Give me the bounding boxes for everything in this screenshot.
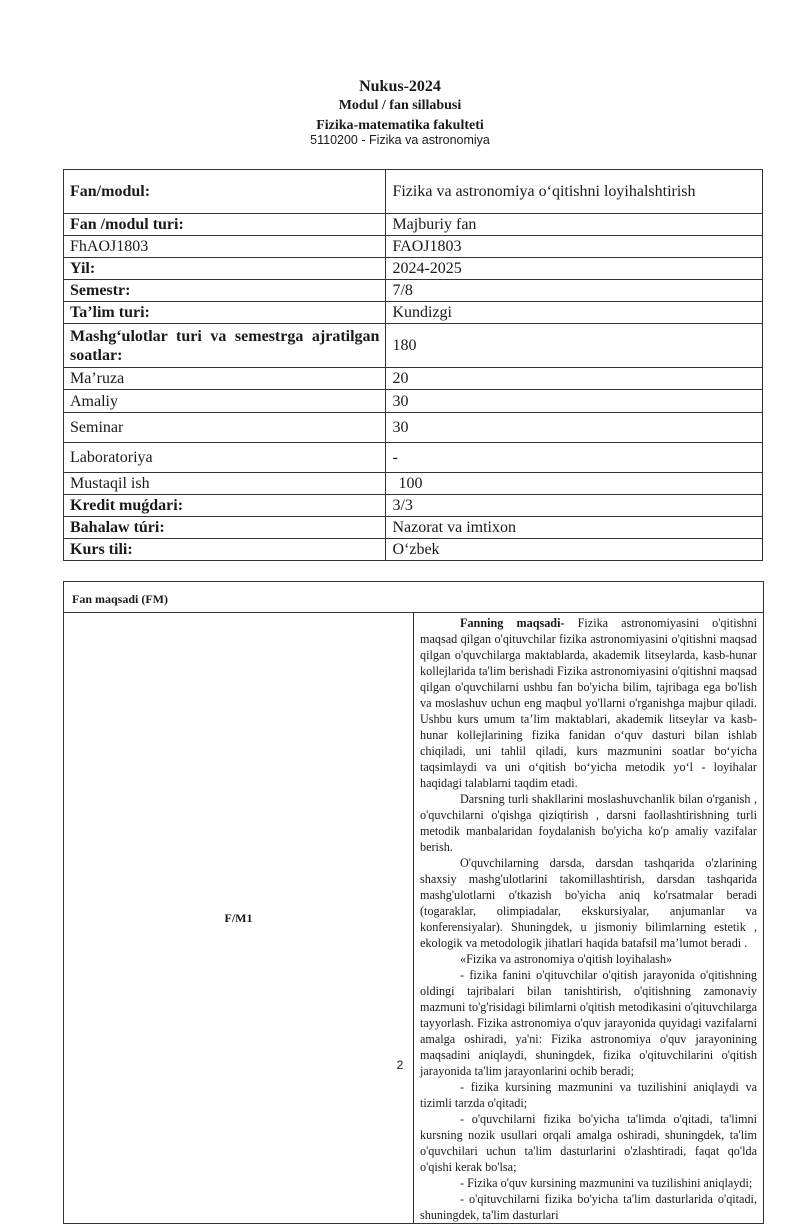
table-row <box>64 368 763 390</box>
til-label: Kurs tili: <box>64 539 386 561</box>
turi-label: Fan /modul turi: <box>64 214 386 236</box>
fm-label: F/M1 <box>64 613 414 1224</box>
table-row <box>64 236 763 258</box>
fan-maqsadi-table <box>63 581 764 1224</box>
lab-value: - <box>386 443 763 473</box>
table-row <box>64 170 763 214</box>
table-row <box>64 582 764 613</box>
fm-body <box>414 613 764 1224</box>
fm-heading: Fan maqsadi (FM) <box>64 582 764 613</box>
fm-paragraph-6: - fizika kursining mazmunini va tuzilishini aniqlaydi va tizimli tarzda o'qitadi; <box>420 1080 757 1110</box>
fan-label: Fan/modul: <box>64 170 386 214</box>
turi-value: Majburiy fan <box>386 214 763 236</box>
table-row <box>64 280 763 302</box>
table-row <box>64 473 763 495</box>
fan-value: Fizika va astronomiya o‘qitishni loyihalshtirish <box>386 170 763 214</box>
course-info-table <box>63 169 763 561</box>
bahalaw-value: Nazorat va imtixon <box>386 517 763 539</box>
semestr-value: 7/8 <box>386 280 763 302</box>
kredit-label: Kredit muǵdari: <box>64 495 386 517</box>
maruza-value: 20 <box>386 368 763 390</box>
page-number: 2 <box>396 1058 404 1072</box>
seminar-value: 30 <box>386 413 763 443</box>
lab-label: Laboratoriya <box>64 443 386 473</box>
soat-label <box>64 324 386 368</box>
table-row <box>64 613 764 1224</box>
amaliy-value: 30 <box>386 390 763 413</box>
table-row <box>64 258 763 280</box>
talim-value: Kundizgi <box>386 302 763 324</box>
mustaqil-value: 100 <box>386 473 763 495</box>
talim-label: Ta’lim turi: <box>64 302 386 324</box>
table-row <box>64 539 763 561</box>
soat-value: 180 <box>386 324 763 368</box>
table-row <box>64 413 763 443</box>
table-row <box>64 495 763 517</box>
table-row <box>64 324 763 368</box>
table-row <box>64 517 763 539</box>
semestr-label: Semestr: <box>64 280 386 302</box>
yil-label: Yil: <box>64 258 386 280</box>
code-value: FAOJ1803 <box>386 236 763 258</box>
table-row <box>64 214 763 236</box>
seminar-label: Seminar <box>64 413 386 443</box>
fm-paragraph-9: - o'qituvchilarni fizika bo'yicha ta'lim dasturlarida o'qitadi, shuningdek, ta'lim dasturlari <box>420 1192 757 1222</box>
fm-paragraph-4: «Fizika va astronomiya o'qitish loyihalash» <box>460 952 673 966</box>
city-year-title: Nukus-2024 <box>359 78 441 95</box>
kredit-value: 3/3 <box>386 495 763 517</box>
fm-paragraph-1-text: Fizika astronomiyasini o'qitishni maqsad qilgan o'qituvchilar fizika astronomiyasini o'qitishni maqsad qilgan o'quvchilarga maktablarda, akademik litseylarda, kasb-hunar kollejlarida ta'lim berishadi Fizika astronomiyasini o'qitishni maqsad qilgan o'quvchilarni ushbu fan bo'yicha bilim, tajribaga ega bo'lish va moslashuv uchun eng maqbul yo'llarni o'rganishga majbur qiladi. Ushbu kurs umum ta’lim maktablari, akademik litseylar va kasb-hunar kollejlarining fizika fanidan o‘quv dasturi bilan ishlab chiqiladi, uni tahlil qiladi, kurs mazmunini soatlar bo‘yicha taqsimlaydi va uni o‘qitish bo‘yicha metodik yo‘l - loyihalar haqidagi talablarni taqdim etadi. <box>420 616 757 790</box>
fm-paragraph-3: O'quvchilarning darsda, darsdan tashqarida o'zlarining shaxsiy mashg'ulotlarini takomillashtirish, darsdan tashqarida mashg'ulotlarni o'tkazish bo'yicha aniq ko'rsatmalar beradi (togaraklar, olimpiadalar, ekskursiyalar, anjumanlar va konferensiyalar). Shuningdek, u jismoniy bilimlarning estetik , ekologik va metodologik jihatlari haqida batafsil ma’lumot beradi . <box>420 856 757 950</box>
mustaqil-label: Mustaqil ish <box>64 473 386 495</box>
fm-paragraph-2: Darsning turli shakllarini moslashuvchanlik bilan o'rganish , o'quvchilarni o'qishga qiziqtirish , darsni faollashtirishning turli metodik manbalaridan foydalanish bo'yicha ko'p amaliy vazifalar berish. <box>420 792 757 854</box>
soat-label-text: Mashg‘ulotlar turi va semestrga ajratilgan soatlar: <box>70 327 380 364</box>
maruza-label: Ma’ruza <box>64 368 386 390</box>
bahalaw-label: Bahalaw túri: <box>64 517 386 539</box>
code-label: FhAOJ1803 <box>64 236 386 258</box>
module-syllabus-title: Modul / fan sillabusi <box>338 98 462 113</box>
yil-value: 2024-2025 <box>386 258 763 280</box>
fm-paragraph-1 <box>420 615 757 791</box>
fm-paragraph-7: - o'quvchilarni fizika bo'yicha ta'limda o'qitadi, ta'limni kursning nozik usullari orqali amalga oshiradi, shuningdek, ta'lim o'quvchilari uchun ta'lim dasturlarini o'zlashtiradi, faqat qo'lda o'qishi kerak bo'lsa; <box>420 1112 757 1174</box>
program-code: 5110200 - Fizika va astronomiya <box>310 133 490 147</box>
table-row <box>64 443 763 473</box>
table-row <box>64 302 763 324</box>
til-value: O‘zbek <box>386 539 763 561</box>
fm-paragraph-8: - Fizika o'quv kursining mazmunini va tuzilishini aniqlaydi; <box>460 1176 753 1190</box>
faculty-title: Fizika-matematika fakulteti <box>316 118 484 133</box>
table-row <box>64 390 763 413</box>
amaliy-label: Amaliy <box>64 390 386 413</box>
fm-paragraph-5: - fizika fanini o'qituvchilar o'qitish jarayonida o'qitishning oldingi tajribalari bilan tanishtirish, o'qitishning zamonaviy mazmuni to'g'risidagi bilimlarni o'qitish metodikasini o'qituvchilarga tayyorlash. Fizika astronomiya o'quv jarayonida quyidagi vazifalarni amalga oshiradi, ya'ni: Fizika astronomiya o'quv jarayonining maqsadini aniqlaydi, shuningdek, fizika o'qituvchilarini o'qitish jarayonida ta'lim jarayonlarini ochib beradi; <box>420 968 757 1078</box>
fm-lead: Fanning maqsadi- <box>460 616 565 630</box>
